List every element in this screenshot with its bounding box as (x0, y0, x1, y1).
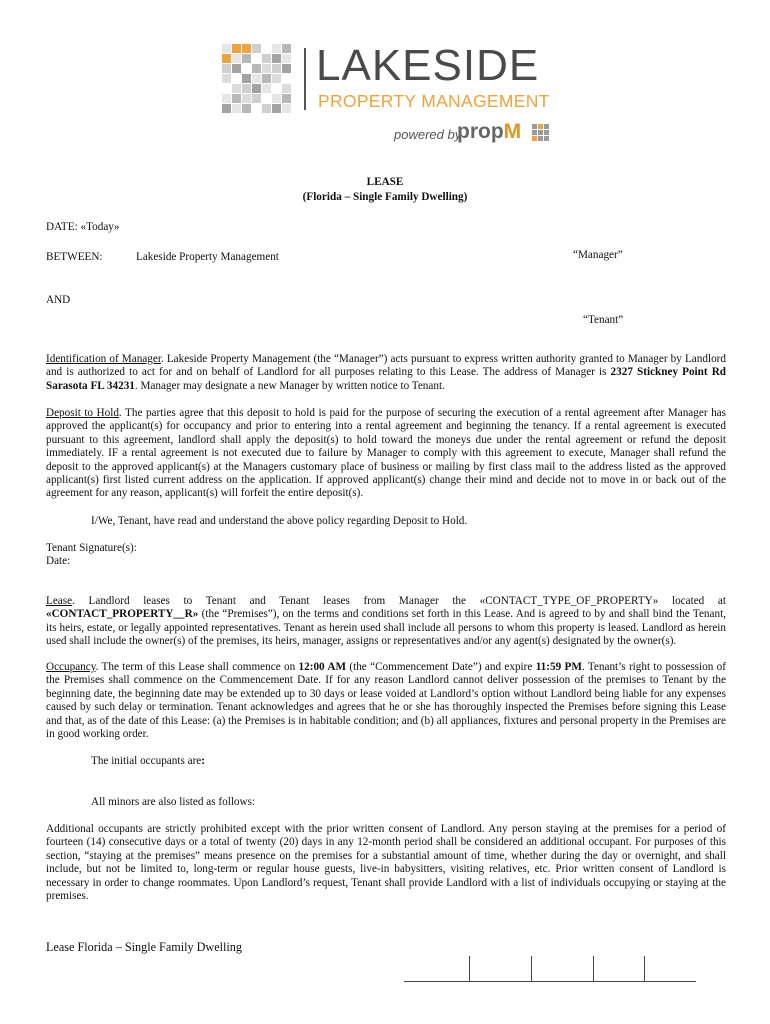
logo-mosaic-tile (252, 104, 261, 113)
deposit-paragraph (46, 407, 726, 501)
footer-text: Lease Florida – Single Family Dwelling (46, 940, 242, 954)
logo-mosaic-tile (262, 74, 271, 83)
occupancy-text-1: . The term of this Lease shall commence on (95, 661, 299, 673)
signature-date-label: Date: (46, 555, 71, 567)
logo-mosaic-tile (232, 94, 241, 103)
logo-mosaic-tile (242, 104, 251, 113)
initials-box-divider (593, 956, 594, 981)
logo-mosaic-tile (222, 64, 231, 73)
logo-mosaic-tile (252, 84, 261, 93)
commencement-time: 12:00 AM (298, 661, 347, 673)
logo-mosaic-tile (242, 84, 251, 93)
logo-mosaic-tile (272, 104, 281, 113)
logo-mosaic-tile (222, 84, 231, 93)
occupancy-text-3: . Tenant’s right to possession of the Premises shall commence on the Commencement Date. If for any reason Landlord cannot deliver possession of the premises to Tenant by the beginning date, the beginning date may be extended up to 30 days or lease voided at Landlord’s option without Landlord being liable for any expenses caused by such delay or termination. Tenant acknowledges and agrees that he or she has thoroughly inspected the Premises before signing this Lease and that, as of the date of this Lease: (a) the Premises is in habitable condition; and (b) all appliances, fixtures and personal property in the Premises are in good working order. (46, 661, 727, 741)
logo-mosaic-icon (222, 44, 292, 114)
deposit-text: . The parties agree that this deposit to hold is paid for the purpose of securing the execution of a rental agreement after Manager has approved the applicant(s) for occupancy and prior to entering into a rental agreement and beginning the tenancy. If a rental agreement is executed pursuant to this agreement, landlord shall apply the deposit(s) to hold toward the moneys due under the rental agreement or refund the deposit immediately. IF a rental agreement is not executed due to failure by Manager to comply with this agreement to execute, Manager shall refund the deposit to the approved applicant(s) at the Managers customary place of business or mailing by first class mail to the address listed as the approved applicant(s) first listed current address on the application. If approved applicant(s) change their mind and decide not to move in or back out of the agreement for any reason, applicant(s) will forfeit the entire deposit(s). (46, 407, 726, 500)
logo-mosaic-tile (282, 74, 291, 83)
date-line: DATE: «Today» (46, 221, 120, 233)
logo-mosaic-tile (272, 54, 281, 63)
logo-mosaic-tile (232, 84, 241, 93)
initial-occupants-text: The initial occupants are (91, 755, 202, 767)
logo-mosaic-tile (252, 94, 261, 103)
logo-mosaic-tile (252, 74, 261, 83)
logo-mosaic-tile (222, 94, 231, 103)
manager-name: Lakeside Property Management (136, 251, 279, 263)
property-field: «CONTACT_PROPERTY__R» (46, 608, 199, 621)
logo-mosaic-tile (232, 54, 241, 63)
logo-mosaic-tile (272, 64, 281, 73)
logo-powered-by: powered by (394, 127, 462, 142)
identification-text-2: . Manager may designate a new Manager by written notice to Tenant. (134, 379, 445, 392)
and-label: AND (46, 294, 71, 306)
identification-heading: Identification of Manager (46, 353, 161, 365)
logo-mosaic-tile (242, 44, 251, 53)
logo-mosaic-tile (282, 94, 291, 103)
deposit-acknowledgement: I/We, Tenant, have read and understand the above policy regarding Deposit to Hold. (91, 515, 468, 527)
logo-mosaic-tile (232, 74, 241, 83)
logo-mosaic-tile (242, 94, 251, 103)
logo-mosaic-tile (272, 84, 281, 93)
logo-mosaic-tile (262, 54, 271, 63)
logo-mosaic-tile (222, 104, 231, 113)
occupancy-paragraph (46, 661, 726, 741)
logo-mosaic-tile (272, 94, 281, 103)
logo-propm-prefix: prop (457, 120, 504, 143)
logo-mosaic-tile (282, 84, 291, 93)
logo-mosaic-tile (282, 44, 291, 53)
logo-mosaic-tile (232, 104, 241, 113)
identification-paragraph (46, 353, 726, 393)
tenant-role: “Tenant” (583, 314, 624, 326)
logo-mosaic-tile (252, 44, 261, 53)
logo-mosaic-tile (282, 64, 291, 73)
logo-mosaic-tile (242, 74, 251, 83)
initial-occupants-colon: : (201, 755, 206, 767)
lease-text-1: . Landlord leases to Tenant and Tenant leases from Manager the «CONTACT_TYPE_OF_PROPERTY» located at (72, 595, 726, 607)
logo-mosaic-tile (232, 64, 241, 73)
logo-propm-suffix: M (503, 120, 522, 143)
logo-mosaic-tile (262, 64, 271, 73)
document-subtitle: (Florida – Single Family Dwelling) (302, 191, 468, 203)
logo-mosaic-tile (272, 44, 281, 53)
initials-box-divider (469, 956, 470, 981)
deposit-heading: Deposit to Hold (46, 407, 119, 419)
logo-mosaic-tile (262, 94, 271, 103)
logo-mosaic-tile (252, 64, 261, 73)
logo-mosaic-tile (282, 104, 291, 113)
expiry-time: 11:59 PM (535, 661, 582, 673)
logo-mosaic-tile (242, 54, 251, 63)
document-title: LEASE (366, 176, 404, 188)
logo-mosaic-tile (262, 84, 271, 93)
logo-divider (304, 48, 306, 110)
propm-mosaic-icon (532, 124, 548, 140)
initials-line (404, 981, 696, 982)
additional-occupants-paragraph: Additional occupants are strictly prohibited except with the prior written consent of Landlord. Any person staying at the premises for a period of fourteen (14) consecutive days or a total of twenty (20) days in any 12-month period shall be considered an additional occupant. For purposes of this section, “staying at the premises” means presence on the premises for a substantial amount of time, whether during the day or overnight, and shall include, but not be limited to, long-term or regular house guests, live-in babysitters, visiting relatives, etc. Prior written consent of Landlord is necessary in order to change roommates. Upon Landlord’s request, Tenant shall provide Landlord with a list of individuals occupying or staying at the premises. (46, 823, 726, 903)
logo-mosaic-tile (252, 54, 261, 63)
logo-mosaic-tile (262, 44, 271, 53)
logo-mosaic-tile (222, 54, 231, 63)
between-label: BETWEEN: (46, 251, 103, 263)
initials-box-divider (531, 956, 532, 981)
logo-propm (457, 120, 521, 144)
logo-mosaic-tile (222, 74, 231, 83)
logo-name: LAKESIDE (316, 41, 540, 90)
occupancy-heading: Occupancy (46, 661, 96, 673)
initial-occupants-label (91, 755, 205, 768)
identification-text-1: . Lakeside Property Management (the “Manager”) acts pursuant to express written authority granted to Manager by Landlord and is authorized to act for and on behalf of Landlord for all purposes relating to this Lease. The address of Manager is (46, 353, 726, 379)
signature-label: Tenant Signature(s): (46, 542, 137, 554)
occupancy-text-2: (the “Commencement Date”) and expire (346, 661, 536, 673)
lease-paragraph (46, 595, 726, 649)
manager-role: “Manager” (573, 249, 623, 261)
lease-heading: Lease (46, 595, 73, 607)
logo-mosaic-tile (272, 74, 281, 83)
logo-mosaic-tile (262, 104, 271, 113)
logo-mosaic-tile (232, 44, 241, 53)
logo-mosaic-tile (242, 64, 251, 73)
logo-subtitle: PROPERTY MANAGEMENT (318, 91, 550, 111)
initials-box-divider (644, 956, 645, 981)
logo-mosaic-tile (222, 44, 231, 53)
manager-address: 2327 Stickney Point Rd Sarasota FL 34231 (46, 366, 727, 392)
lease-text-2: (the “Premises”), on the terms and conditions set forth in this Lease. And is agreed to by and shall bind the Tenant, its heirs, estate, or legally appointed representatives. Tenant as herein used shall include all persons to whom this property is leased. Landlord as herein used shall include the owner(s) of the premises, its heirs, manager, assigns or representatives and/or any agent(s) designated by the owner(s). (46, 608, 726, 648)
lakeside-logo (222, 41, 552, 150)
logo-mosaic-tile (282, 54, 291, 63)
minors-label: All minors are also listed as follows: (91, 796, 256, 808)
